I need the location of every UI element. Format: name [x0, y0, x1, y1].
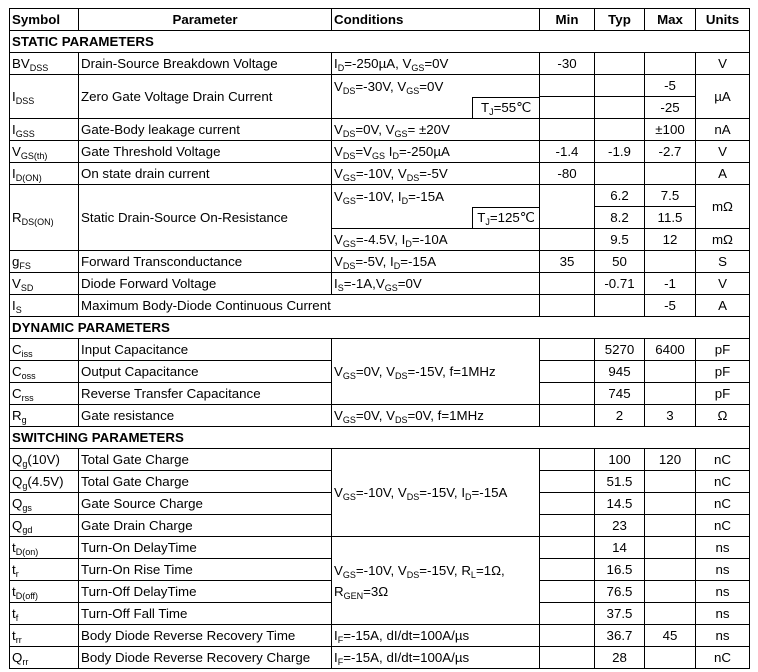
parameter-cell: Gate resistance [79, 405, 332, 427]
symbol-cell: $C_{oss}$ [10, 361, 79, 383]
symbol-cell: $C_{iss}$ [10, 339, 79, 361]
section-title-dynamic: DYNAMIC PARAMETERS [10, 317, 750, 339]
max-cell [645, 361, 696, 383]
parameter-cell: Static Drain-Source On-Resistance [79, 185, 332, 251]
header-conditions: Conditions [332, 9, 540, 31]
symbol-cell: $Q_g(4.5V)$ [10, 471, 79, 493]
typ-cell [595, 75, 645, 97]
typ-cell [595, 295, 645, 317]
symbol-cell: $I_{GSS}$ [10, 119, 79, 141]
unit-cell: V [696, 273, 750, 295]
min-cell [540, 119, 595, 141]
max-cell: 12 [645, 229, 696, 251]
unit-cell: nA [696, 119, 750, 141]
unit-cell: nC [696, 493, 750, 515]
unit-cell: S [696, 251, 750, 273]
table-row [10, 75, 750, 97]
condition-cell: $V_{GS}=-10V$, $V_{DS}=-15V$, $R_L=1\Omega$, $R_{GEN}=3\Omega$ [332, 537, 540, 625]
symbol-cell: $t_{D(on)}$ [10, 537, 79, 559]
table-row [10, 185, 750, 207]
condition-cell: $V_{DS}=V_{GS}$ $I_D=-250\mu A$ [332, 141, 540, 163]
typ-cell: 37.5 [595, 603, 645, 625]
min-cell [540, 185, 595, 229]
max-cell [645, 493, 696, 515]
typ-cell: -1.9 [595, 141, 645, 163]
unit-cell: nC [696, 449, 750, 471]
condition-cell: $V_{GS}=0V$, $V_{DS}=-15V$, f=1MHz [332, 339, 540, 405]
symbol-cell: $R_{DS(ON)}$ [10, 185, 79, 251]
parameter-cell: Drain-Source Breakdown Voltage [79, 53, 332, 75]
max-cell: -5 [645, 75, 696, 97]
typ-cell: 5270 [595, 339, 645, 361]
max-cell [645, 559, 696, 581]
parameter-cell: Gate Threshold Voltage [79, 141, 332, 163]
min-cell [540, 361, 595, 383]
unit-cell: ns [696, 603, 750, 625]
table-row [10, 339, 750, 361]
parameter-cell: Maximum Body-Diode Continuous Current [79, 295, 540, 317]
max-cell: 6400 [645, 339, 696, 361]
condition-cell: $V_{GS}=-10V$, $I_D=-15A$ $T_J=125℃$ [332, 185, 540, 229]
typ-cell: 76.5 [595, 581, 645, 603]
max-cell [645, 383, 696, 405]
parameter-cell: Turn-On DelayTime [79, 537, 332, 559]
header-parameter: Parameter [79, 9, 332, 31]
typ-cell [595, 163, 645, 185]
min-cell [540, 581, 595, 603]
min-cell: 35 [540, 251, 595, 273]
symbol-cell: $Q_{gs}$ [10, 493, 79, 515]
max-cell [645, 647, 696, 669]
section-row-static [10, 31, 750, 53]
max-cell [645, 581, 696, 603]
section-title-static: STATIC PARAMETERS [10, 31, 750, 53]
parameter-cell: Output Capacitance [79, 361, 332, 383]
symbol-cell: $g_{FS}$ [10, 251, 79, 273]
max-cell: 120 [645, 449, 696, 471]
typ-cell [595, 119, 645, 141]
symbol-cell: $V_{GS(th)}$ [10, 141, 79, 163]
section-row-switching [10, 427, 750, 449]
max-cell: 7.5 [645, 185, 696, 207]
min-cell [540, 383, 595, 405]
max-cell: 45 [645, 625, 696, 647]
typ-cell: 100 [595, 449, 645, 471]
table-row [10, 405, 750, 427]
min-cell [540, 559, 595, 581]
unit-cell: ns [696, 625, 750, 647]
symbol-cell: $t_f$ [10, 603, 79, 625]
unit-cell: ns [696, 581, 750, 603]
condition-cell: $V_{DS}=-30V$, $V_{GS}=0V$ $T_J=55℃$ [332, 75, 540, 119]
symbol-cell: $BV_{DSS}$ [10, 53, 79, 75]
unit-cell: ns [696, 559, 750, 581]
min-cell [540, 339, 595, 361]
parameter-cell: Turn-Off DelayTime [79, 581, 332, 603]
symbol-cell: $I_{D(ON)}$ [10, 163, 79, 185]
condition-cell: $V_{GS}=-10V$, $V_{DS}=-5V$ [332, 163, 540, 185]
header-units: Units [696, 9, 750, 31]
min-cell: -80 [540, 163, 595, 185]
min-cell [540, 273, 595, 295]
parameter-cell: Input Capacitance [79, 339, 332, 361]
symbol-cell: $I_{DSS}$ [10, 75, 79, 119]
typ-cell: 36.7 [595, 625, 645, 647]
unit-cell: pF [696, 339, 750, 361]
parameter-cell: Body Diode Reverse Recovery Charge [79, 647, 332, 669]
parameter-cell: Body Diode Reverse Recovery Time [79, 625, 332, 647]
parameter-cell: Total Gate Charge [79, 449, 332, 471]
min-cell: -1.4 [540, 141, 595, 163]
unit-cell: V [696, 53, 750, 75]
table-row [10, 625, 750, 647]
min-cell [540, 625, 595, 647]
unit-cell: ns [696, 537, 750, 559]
unit-cell: nC [696, 471, 750, 493]
typ-cell: 23 [595, 515, 645, 537]
condition-cell: $V_{GS}=-10V$, $V_{DS}=-15V$, $I_D=-15A$ [332, 449, 540, 537]
max-cell: 11.5 [645, 207, 696, 229]
symbol-cell: $Q_{gd}$ [10, 515, 79, 537]
typ-cell: 8.2 [595, 207, 645, 229]
min-cell [540, 229, 595, 251]
typ-cell: -0.71 [595, 273, 645, 295]
specifications-table [9, 8, 750, 669]
header-symbol: Symbol [10, 9, 79, 31]
parameter-cell: Total Gate Charge [79, 471, 332, 493]
table-header-row [10, 9, 750, 31]
max-cell: 3 [645, 405, 696, 427]
min-cell [540, 75, 595, 97]
typ-cell: 745 [595, 383, 645, 405]
parameter-cell: Gate Source Charge [79, 493, 332, 515]
unit-cell: mΩ [696, 185, 750, 229]
parameter-cell: Forward Transconductance [79, 251, 332, 273]
unit-cell: Ω [696, 405, 750, 427]
header-typ: Typ [595, 9, 645, 31]
min-cell [540, 515, 595, 537]
symbol-cell: $t_{D(off)}$ [10, 581, 79, 603]
condition-cell: $I_D=-250\mu A$, $V_{GS}=0V$ [332, 53, 540, 75]
typ-cell: 16.5 [595, 559, 645, 581]
min-cell [540, 295, 595, 317]
condition-cell: $V_{DS}=0V$, $V_{GS}= \pm 20V$ [332, 119, 540, 141]
table-row [10, 251, 750, 273]
parameter-cell: Reverse Transfer Capacitance [79, 383, 332, 405]
condition-cell: $V_{GS}=0V$, $V_{DS}=0V$, f=1MHz [332, 405, 540, 427]
typ-cell: 51.5 [595, 471, 645, 493]
max-cell: -25 [645, 97, 696, 119]
typ-cell: 50 [595, 251, 645, 273]
typ-cell: 9.5 [595, 229, 645, 251]
symbol-cell: $C_{rss}$ [10, 383, 79, 405]
symbol-cell: $Q_g(10V)$ [10, 449, 79, 471]
section-title-switching: SWITCHING PARAMETERS [10, 427, 750, 449]
parameter-cell: Zero Gate Voltage Drain Current [79, 75, 332, 119]
table-row [10, 141, 750, 163]
max-cell [645, 537, 696, 559]
table-row [10, 119, 750, 141]
symbol-cell: $R_g$ [10, 405, 79, 427]
max-cell [645, 515, 696, 537]
typ-cell: 945 [595, 361, 645, 383]
section-row-dynamic [10, 317, 750, 339]
min-cell [540, 405, 595, 427]
table-row [10, 449, 750, 471]
parameter-cell: Gate Drain Charge [79, 515, 332, 537]
max-cell [645, 603, 696, 625]
min-cell [540, 493, 595, 515]
table-row [10, 647, 750, 669]
unit-cell: pF [696, 383, 750, 405]
min-cell [540, 647, 595, 669]
min-cell [540, 449, 595, 471]
condition-cell: $V_{DS}=-5V$, $I_D=-15A$ [332, 251, 540, 273]
parameter-cell: Turn-On Rise Time [79, 559, 332, 581]
max-cell [645, 163, 696, 185]
parameter-cell: On state drain current [79, 163, 332, 185]
table-row [10, 537, 750, 559]
unit-cell: pF [696, 361, 750, 383]
typ-cell: 6.2 [595, 185, 645, 207]
parameter-cell: Diode Forward Voltage [79, 273, 332, 295]
min-cell [540, 537, 595, 559]
max-cell [645, 251, 696, 273]
typ-cell: 14.5 [595, 493, 645, 515]
max-cell [645, 53, 696, 75]
unit-cell: V [696, 141, 750, 163]
unit-cell: A [696, 295, 750, 317]
min-cell [540, 603, 595, 625]
table-row [10, 273, 750, 295]
max-cell: ±100 [645, 119, 696, 141]
condition-cell: $V_{GS}=-4.5V$, $I_D=-10A$ [332, 229, 540, 251]
unit-cell: µA [696, 75, 750, 119]
condition-cell: $I_F=-15A$, dI/dt=100A/µs [332, 625, 540, 647]
symbol-cell: $t_r$ [10, 559, 79, 581]
unit-cell: nC [696, 647, 750, 669]
max-cell [645, 471, 696, 493]
typ-cell [595, 53, 645, 75]
min-cell [540, 471, 595, 493]
max-cell: -2.7 [645, 141, 696, 163]
typ-cell: 28 [595, 647, 645, 669]
table-row [10, 53, 750, 75]
table-row [10, 163, 750, 185]
header-max: Max [645, 9, 696, 31]
typ-cell [595, 97, 645, 119]
header-min: Min [540, 9, 595, 31]
parameter-cell: Turn-Off Fall Time [79, 603, 332, 625]
condition-cell: $I_S=-1A,V_{GS}=0V$ [332, 273, 540, 295]
unit-cell: nC [696, 515, 750, 537]
table-row [10, 295, 750, 317]
max-cell: -1 [645, 273, 696, 295]
symbol-cell: $t_{rr}$ [10, 625, 79, 647]
min-cell: -30 [540, 53, 595, 75]
unit-cell: A [696, 163, 750, 185]
symbol-cell: $V_{SD}$ [10, 273, 79, 295]
unit-cell: mΩ [696, 229, 750, 251]
min-cell [540, 97, 595, 119]
typ-cell: 2 [595, 405, 645, 427]
parameter-cell: Gate-Body leakage current [79, 119, 332, 141]
typ-cell: 14 [595, 537, 645, 559]
condition-cell: $I_F=-15A$, dI/dt=100A/µs [332, 647, 540, 669]
symbol-cell: $I_S$ [10, 295, 79, 317]
max-cell: -5 [645, 295, 696, 317]
symbol-cell: $Q_{rr}$ [10, 647, 79, 669]
